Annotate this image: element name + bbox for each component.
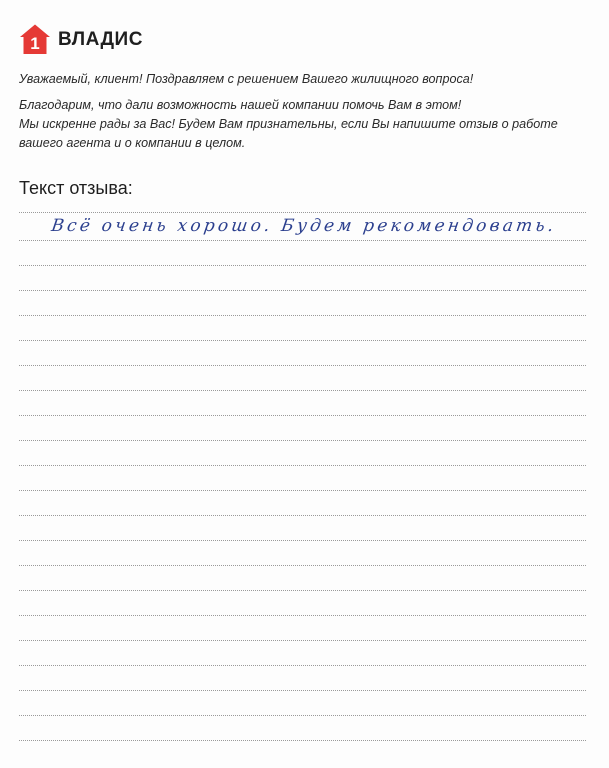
review-line xyxy=(19,740,586,741)
thanks-line-2: Мы искренне рады за Вас! Будем Вам признательны, если Вы напишите отзыв о работе xyxy=(19,117,558,131)
review-line xyxy=(19,565,586,566)
review-line xyxy=(19,465,586,466)
review-line xyxy=(19,240,586,241)
brand-name: ВЛАДИС xyxy=(58,28,143,50)
review-line xyxy=(19,365,586,366)
review-line xyxy=(19,715,586,716)
logo-mark-digit: 1 xyxy=(30,34,40,53)
review-line xyxy=(19,665,586,666)
review-line xyxy=(19,212,586,213)
review-title: Текст отзыва: xyxy=(19,178,133,198)
handwritten-review: Всё очень хорошо. Будем рекомендовать. xyxy=(50,216,558,236)
review-lines xyxy=(19,0,586,768)
review-line xyxy=(19,540,586,541)
review-line xyxy=(19,290,586,291)
review-line xyxy=(19,515,586,516)
review-line xyxy=(19,640,586,641)
thanks-line-1: Благодарим, что дали возможность нашей компании помочь Вам в этом! xyxy=(19,98,462,112)
greeting-text: Уважаемый, клиент! Поздравляем с решением Вашего жилищного вопроса! xyxy=(19,72,474,86)
review-line xyxy=(19,340,586,341)
thanks-line-3: вашего агента и о компании в целом. xyxy=(19,136,246,150)
review-line xyxy=(19,265,586,266)
review-line xyxy=(19,315,586,316)
review-line xyxy=(19,490,586,491)
review-line xyxy=(19,590,586,591)
review-line xyxy=(19,440,586,441)
review-line xyxy=(19,390,586,391)
review-line xyxy=(19,690,586,691)
review-line xyxy=(19,615,586,616)
review-line xyxy=(19,415,586,416)
